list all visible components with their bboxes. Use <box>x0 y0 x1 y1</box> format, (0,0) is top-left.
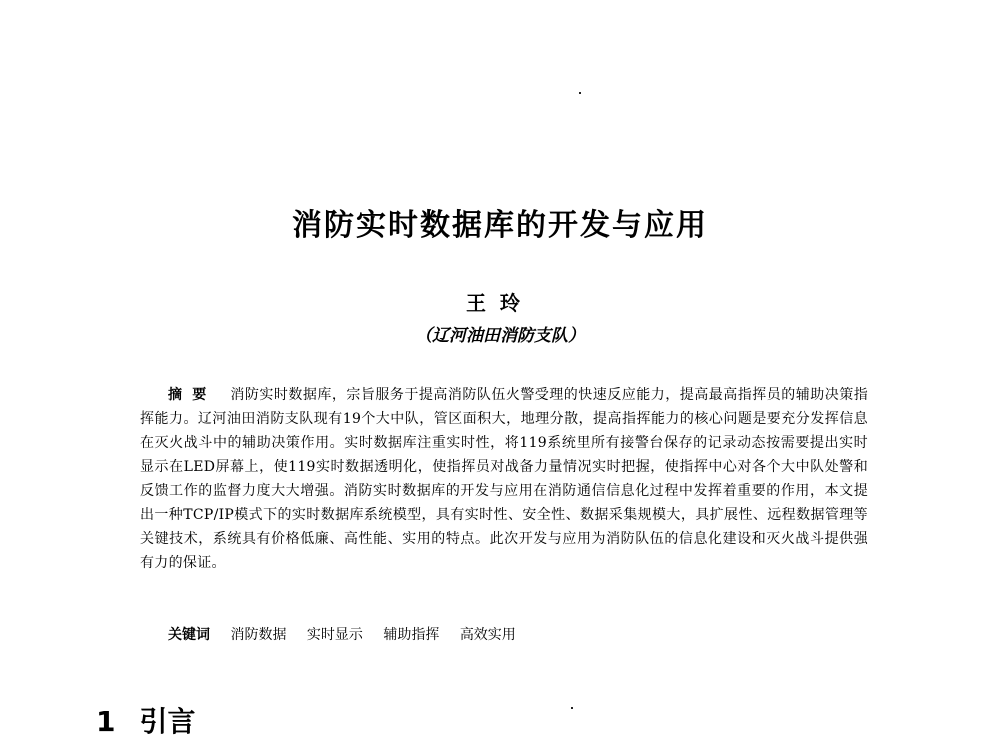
section-number: 1 <box>96 705 116 738</box>
author-affiliation: （辽河油田消防支队） <box>415 326 585 346</box>
section-title: 引言 <box>139 705 196 738</box>
keyword: 消防数据 <box>230 627 287 643</box>
keyword: 实时显示 <box>306 627 363 643</box>
abstract-block <box>140 383 868 575</box>
paper-title: 消防实时数据库的开发与应用 <box>292 208 708 243</box>
keyword: 辅助指挥 <box>383 627 440 643</box>
abstract-text: 消防实时数据库，宗旨服务于提高消防队伍火警受理的快速反应能力，提高最高指挥员的辅助决策指挥能力。辽河油田消防支队现有19个大中队，管区面积大，地理分散，提高指挥能力的核心问题是要充分发挥信息在灭火战斗中的辅助决策作用。实时数据库注重实时性，将119系统里所有接警台保存的记录动态按需要提出实时显示在LED屏幕上，使119实时数据透明化，使指挥员对战备力量情况实时把握，使指挥中心对各个大中队处警和反馈工作的监督力度大大增强。消防实时数据库的开发与应用在消防通信信息化过程中发挥着重要的作用，本文提出一种TCP/IP模式下的实时数据库系统模型，具有实时性、安全性、数据采集规模大，具扩展性、远程数据管理等关键技术，系统具有价格低廉、高性能、实用的特点。此次开发与应用为消防队伍的信息化建设和灭火战斗提供强有力的保证。 <box>140 387 869 571</box>
scan-speck <box>579 92 581 94</box>
keyword: 高效实用 <box>459 627 516 643</box>
author-name: 王玲 <box>466 291 534 315</box>
section-heading <box>96 700 196 740</box>
keywords-label: 关键词 <box>168 627 210 643</box>
scan-speck <box>571 707 573 709</box>
abstract-label: 摘要 <box>168 387 217 403</box>
keywords-line <box>168 623 532 647</box>
